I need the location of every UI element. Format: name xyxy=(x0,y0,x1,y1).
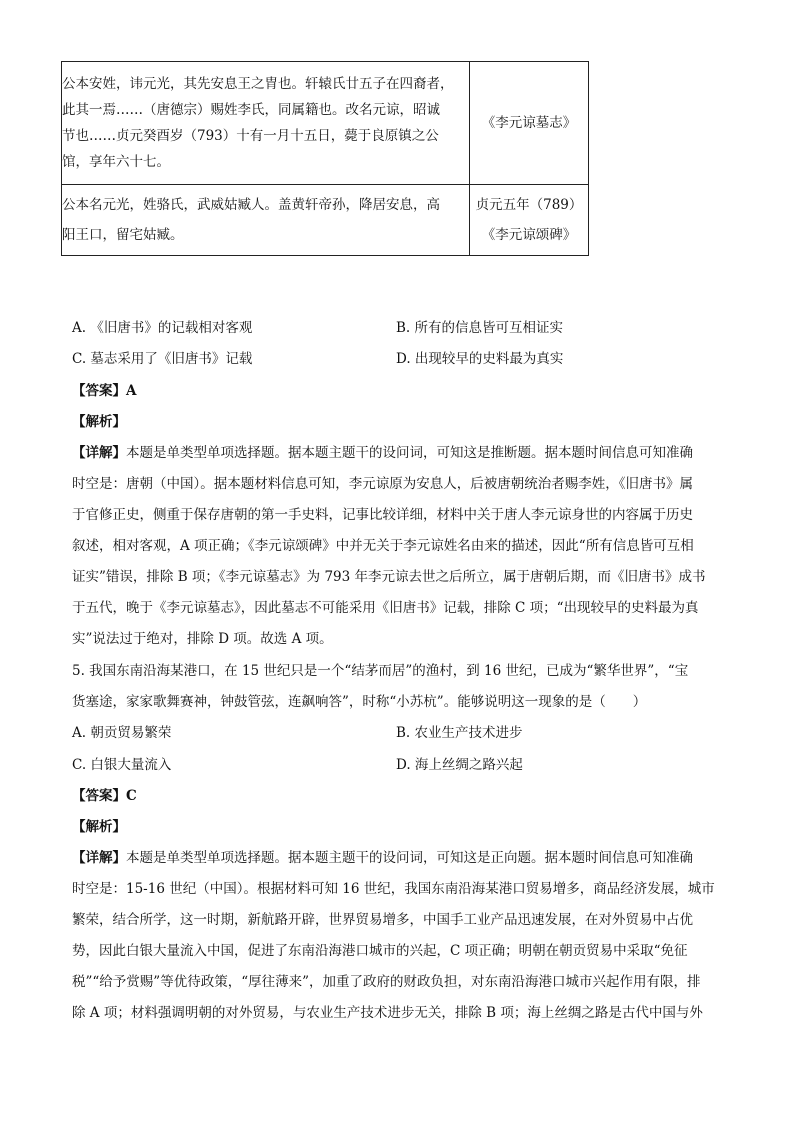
q4-detail-line: 时空是：唐朝（中国）。据本题材料信息可知，李元谅原为安息人，后被唐朝统治者赐李姓，《旧唐书》属 xyxy=(72,476,693,492)
table-cell-source xyxy=(470,185,589,256)
q5-detail-line: 除 A 项；材料强调明朝的对外贸易，与农业生产技术进步无关，排除 B 项；海上丝绸之路是古代中国与外 xyxy=(72,1005,703,1021)
table-text-line: 阳王口，留宅姑臧。 xyxy=(62,227,184,243)
q4-detail-label: 【详解】 xyxy=(72,445,126,461)
q4-detail-line: 于官修正史，侧重于保存唐朝的第一手史料，记事比较详细，材料中关于唐人李元谅身世的内容属于历史 xyxy=(72,507,693,523)
q4-analysis-label: 【解析】 xyxy=(72,414,126,430)
table-row xyxy=(62,185,589,256)
source-line: 《李元谅颂碑》 xyxy=(481,227,577,243)
table-text-line: 公本安姓，讳元光，其先安息王之胄也。轩辕氏廿五子在四裔者， xyxy=(62,76,454,92)
q5-detail-line: 税”“给予赏赐”等优待政策，“厚往薄来”，加重了政府的财政负担，对东南沿海港口城市兴起作用有限，排 xyxy=(72,974,701,990)
q5-option-b: B. 农业生产技术进步 xyxy=(396,725,523,741)
q5-option-d: D. 海上丝绸之路兴起 xyxy=(396,757,523,773)
q4-detail-text: 本题是单类型单项选择题。据本题主题干的设问词，可知这是推断题。据本题时间信息可知准确 xyxy=(126,445,693,461)
q5-option-c: C. 白银大量流入 xyxy=(72,757,172,773)
q5-detail-line: 繁荣，结合所学，这一时期，新航路开辟，世界贸易增多，中国手工业产品迅速发展，在对外贸易中占优 xyxy=(72,912,693,928)
q5-answer: 【答案】C xyxy=(72,788,137,804)
q4-option-c: C. 墓志采用了《旧唐书》记载 xyxy=(72,351,253,367)
q5-detail-line: 时空是：15-16 世纪（中国）。根据材料可知 16 世纪，我国东南沿海某港口贸易增多，商品经济发展，城市 xyxy=(72,881,715,897)
table-text-line: 此其一焉……（唐德宗）赐姓李氏，同属籍也。改名元谅，昭诚 xyxy=(62,102,440,118)
q4-option-a: A. 《旧唐书》的记载相对客观 xyxy=(72,320,253,336)
table-text-line: 节也……贞元癸酉岁（793）十有一月十五日，薨于良原镇之公 xyxy=(62,128,439,144)
q4-detail-line: 证实”错误，排除 B 项；《李元谅墓志》为 793 年李元谅去世之后所立，属于唐朝后期，而《旧唐书》成书 xyxy=(72,569,706,585)
q5-stem-line: 5. 我国东南沿海某港口，在 15 世纪只是一个“结茅而居”的渔村，到 16 世纪，已成为“繁华世界”，“宝 xyxy=(72,663,689,679)
q4-detail-line: 实”说法过于绝对，排除 D 项。故选 A 项。 xyxy=(72,631,333,647)
q5-detail-line: 势，因此白银大量流入中国，促进了东南沿海港口城市的兴起，C 项正确；明朝在朝贡贸易中采取“免征 xyxy=(72,943,688,959)
q4-detail-line xyxy=(72,442,693,464)
q5-detail-text: 本题是单类型单项选择题。据本题主题干的设问词，可知这是正向题。据本题时间信息可知准确 xyxy=(126,850,693,866)
q4-detail-line: 于五代，晚于《李元谅墓志》，因此墓志不可能采用《旧唐书》记载，排除 C 项；“出现较早的史料最为真 xyxy=(72,600,699,616)
q5-detail-label: 【详解】 xyxy=(72,850,126,866)
q4-option-d: D. 出现较早的史料最为真实 xyxy=(396,351,564,367)
table-cell-source xyxy=(470,62,589,185)
source-table xyxy=(61,61,589,256)
q5-stem-line: 货塞途，家家歌舞赛神，钟鼓管弦，连飙响答”，时称“小苏杭”。能够说明这一现象的是（ ） xyxy=(72,694,647,710)
q5-analysis-label: 【解析】 xyxy=(72,819,126,835)
source-line: 贞元五年（789） xyxy=(475,197,583,213)
table-text-line: 馆，享年六十七。 xyxy=(62,154,170,170)
table-text-line: 公本名元光，姓骆氏，武威姑臧人。盖黄轩帝孙，降居安息，高 xyxy=(62,197,440,213)
q4-option-b: B. 所有的信息皆可互相证实 xyxy=(396,320,564,336)
table-cell-text xyxy=(62,62,470,185)
table-row xyxy=(62,62,589,185)
q4-detail-line: 叙述，相对客观，A 项正确；《李元谅颂碑》中并无关于李元谅姓名由来的描述，因此“所有信息皆可互相 xyxy=(72,538,694,554)
q5-option-a: A. 朝贡贸易繁荣 xyxy=(72,725,172,741)
q4-answer: 【答案】A xyxy=(72,383,137,399)
q5-detail-line xyxy=(72,847,693,869)
table-cell-text xyxy=(62,185,470,256)
source-line: 《李元谅墓志》 xyxy=(481,115,577,131)
